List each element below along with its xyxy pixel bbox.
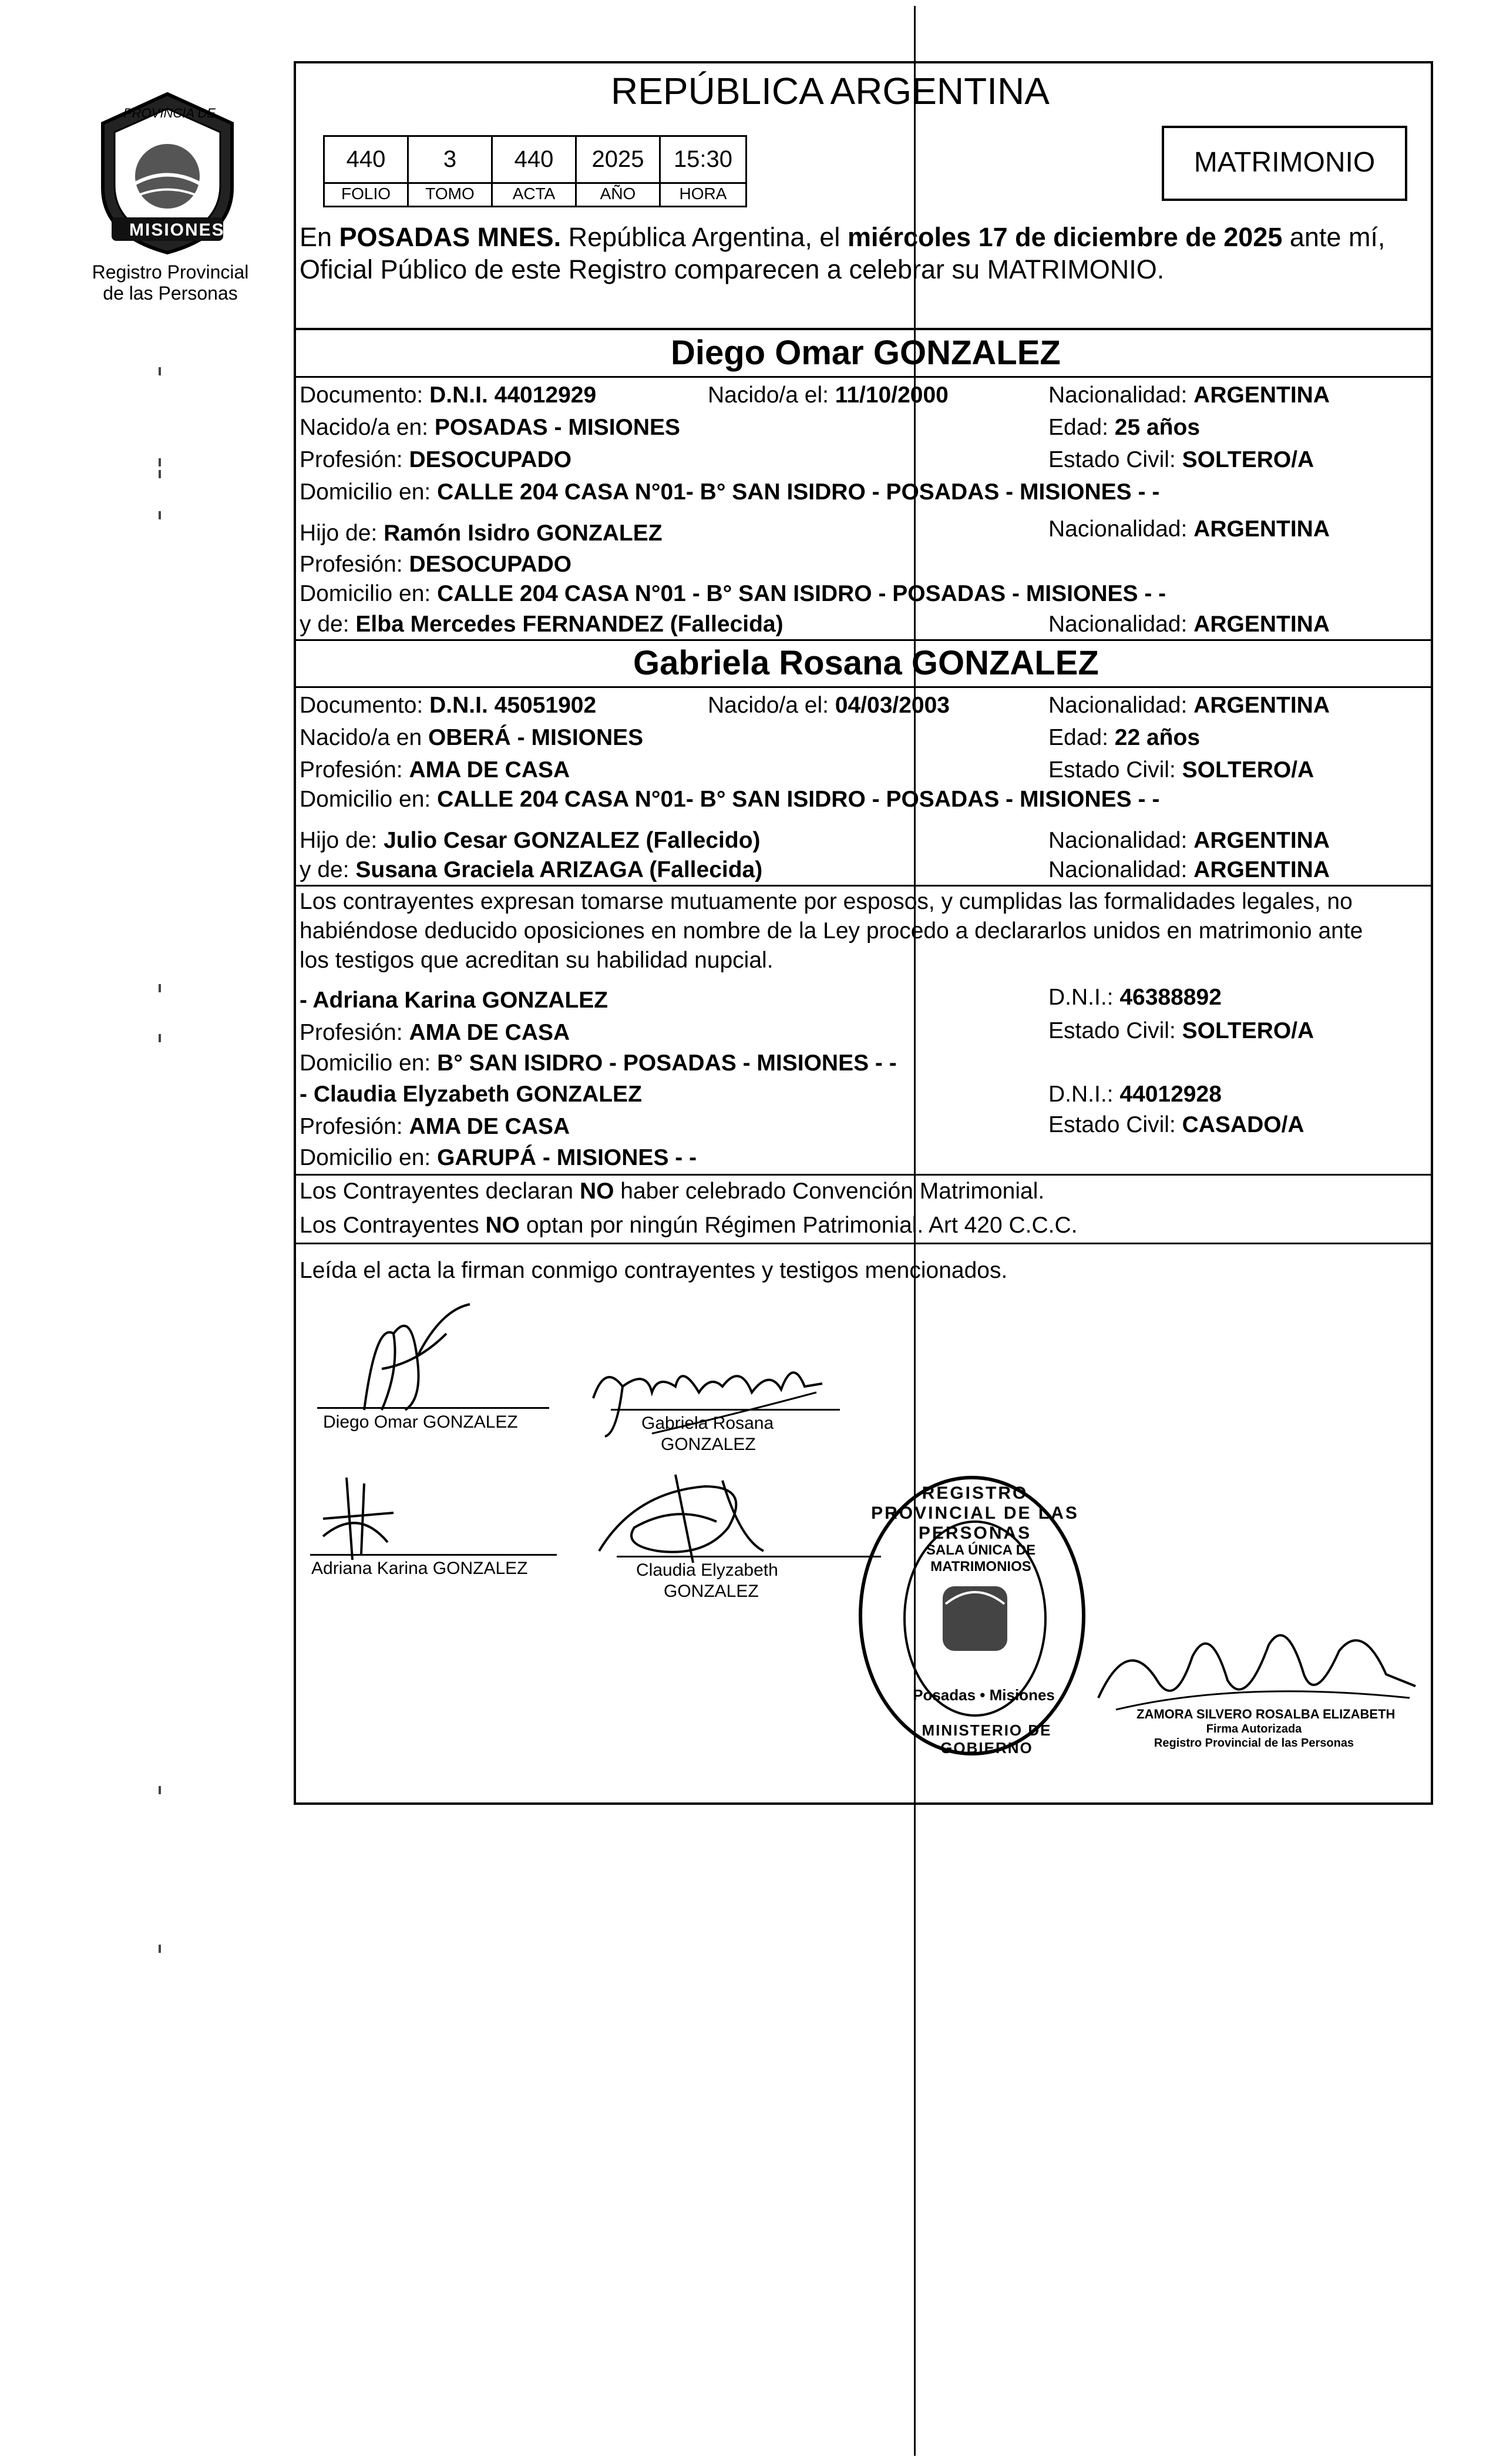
intro-place: POSADAS MNES. (339, 222, 561, 252)
declaration-line-1: Los contrayentes expresan tomarse mutuamente por esposos, y cumplidas las formalidades legales, no (300, 889, 1353, 914)
spouse1-father-profession: Profesión: DESOCUPADO (300, 552, 572, 577)
spouse2-father-nationality: Nacionalidad: ARGENTINA (1048, 828, 1330, 853)
witness2-civil-status: Estado Civil: CASADO/A (1048, 1112, 1304, 1137)
signature-3-line (310, 1554, 557, 1556)
spouse2-document: Documento: D.N.I. 45051902 (300, 693, 597, 718)
hour-label: HORA (659, 184, 747, 207)
spouse1-civil-status: Estado Civil: SOLTERO/A (1048, 447, 1314, 472)
registry-logo (88, 88, 247, 311)
signature-4-name-a: Claudia Elyzabeth (636, 1560, 778, 1580)
acta-label: ACTA (491, 184, 577, 207)
scan-mark (159, 984, 161, 992)
spouse1-document: Documento: D.N.I. 44012929 (300, 382, 597, 408)
witness2-name: - Claudia Elyzabeth GONZALEZ (300, 1082, 642, 1107)
intro-text-a: En (300, 222, 339, 252)
spouse2-birthplace: Nacido/a en OBERÁ - MISIONES (300, 725, 644, 750)
spouse2-nationality: Nacionalidad: ARGENTINA (1048, 693, 1330, 718)
emblem-bottom-text: MISIONES (129, 220, 225, 240)
spouse1-father-address: Domicilio en: CALLE 204 CASA N°01 - B° SAN ISIDRO - POSADAS - MISIONES - - (300, 581, 1166, 606)
spouse1-father: Hijo de: Ramón Isidro GONZALEZ (300, 521, 663, 546)
year-value: 2025 (575, 135, 661, 184)
seal-inner-text: SALA ÚNICA DE MATRIMONIOS (926, 1542, 1036, 1575)
seal-city-text: Posadas • Misiones (913, 1686, 1055, 1704)
spouse2-mother-nationality: Nacionalidad: ARGENTINA (1048, 857, 1330, 882)
witness1-profession: Profesión: AMA DE CASA (300, 1020, 570, 1045)
seal-bottom-text: MINISTERIO DE GOBIERNO (922, 1721, 1052, 1757)
spouse1-profession: Profesión: DESOCUPADO (300, 447, 572, 472)
tomo-value: 3 (407, 135, 493, 184)
spouse2-mother: y de: Susana Graciela ARIZAGA (Fallecida) (300, 857, 763, 882)
section-divider-regime (294, 1174, 1433, 1176)
intro-line-2: Oficial Público de este Registro comparecen a celebrar su MATRIMONIO. (300, 254, 1165, 284)
scan-mark (159, 1786, 161, 1794)
signature-1-name: Diego Omar GONZALEZ (323, 1412, 518, 1432)
document-title: REPÚBLICA ARGENTINA (611, 70, 1050, 112)
spouse1-birthdate: Nacido/a el: 11/10/2000 (708, 382, 949, 408)
signature-2-name-b: GONZALEZ (661, 1435, 756, 1454)
spouse1-father-nationality: Nacionalidad: ARGENTINA (1048, 516, 1330, 542)
folio-label: FOLIO (323, 184, 409, 207)
intro-text-c: ante mí, (1282, 222, 1386, 252)
spouse1-name-underline (294, 376, 1433, 378)
section-divider-spouse2 (294, 639, 1433, 641)
frame-bottom-border (294, 1802, 1433, 1805)
officer-title-2: Registro Provincial de las Personas (1154, 1737, 1354, 1750)
seal-outer-text: REGISTRO PROVINCIAL DE LAS PERSONAS (871, 1483, 1079, 1543)
spouse1-nationality: Nacionalidad: ARGENTINA (1048, 382, 1330, 408)
logo-caption-2: de las Personas (103, 283, 238, 304)
acta-value: 440 (491, 135, 577, 184)
intro-line-1 (300, 222, 1385, 253)
spouse2-father: Hijo de: Julio Cesar GONZALEZ (Fallecido) (300, 828, 761, 853)
record-type-box (1162, 126, 1407, 201)
scan-mark (159, 511, 161, 519)
officer-stamp (1137, 1707, 1396, 1750)
regime-line-1: Los Contrayentes declaran NO haber celebrado Convención Matrimonial. (300, 1179, 1045, 1204)
signature-4-name-b: GONZALEZ (664, 1582, 759, 1601)
spouse1-mother-nationality: Nacionalidad: ARGENTINA (1048, 612, 1330, 637)
section-divider-spouse1 (294, 328, 1433, 330)
spouse1-name: Diego Omar GONZALEZ (671, 334, 1061, 372)
tomo-label: TOMO (407, 184, 493, 207)
signature-1-line (317, 1407, 549, 1409)
signature-2-name-a: Gabriela Rosana (641, 1414, 774, 1433)
scan-mark (159, 367, 161, 375)
declaration-line-2: habiéndose deducido oposiciones en nombre de la Ley procedo a declararlos unidos en matrimonio ante (300, 918, 1363, 944)
witness1-address: Domicilio en: B° SAN ISIDRO - POSADAS - MISIONES - - (300, 1050, 897, 1076)
spouse1-age: Edad: 25 años (1048, 415, 1201, 440)
frame-top-border (294, 61, 1433, 63)
folio-value: 440 (323, 135, 409, 184)
scan-mark (159, 470, 161, 478)
intro-date: miércoles 17 de diciembre de 2025 (847, 222, 1283, 252)
scan-mark (159, 1945, 161, 1953)
emblem-top-text: PROVINCIA DE (123, 106, 216, 120)
record-type: MATRIMONIO (1193, 147, 1376, 178)
section-divider-closing (294, 1243, 1433, 1244)
spouse1-birthplace: Nacido/a en: POSADAS - MISIONES (300, 415, 681, 440)
spouse2-name: Gabriela Rosana GONZALEZ (633, 644, 1099, 682)
spouse2-civil-status: Estado Civil: SOLTERO/A (1048, 757, 1314, 783)
hour-value: 15:30 (659, 135, 747, 184)
signature-3-scribble (311, 1472, 405, 1566)
officer-name: ZAMORA SILVERO ROSALBA ELIZABETH (1137, 1707, 1396, 1721)
signature-4-line (617, 1556, 881, 1557)
spouse2-name-underline (294, 686, 1433, 688)
witness2-dni: D.N.I.: 44012928 (1048, 1082, 1222, 1107)
witness1-civil-status: Estado Civil: SOLTERO/A (1048, 1018, 1314, 1043)
intro-text-b: República Argentina, el (561, 222, 848, 252)
witness1-name: - Adriana Karina GONZALEZ (300, 988, 608, 1013)
closing-text: Leída el acta la firman conmigo contrayentes y testigos mencionados. (300, 1258, 1008, 1283)
spouse2-birthdate: Nacido/a el: 04/03/2003 (708, 693, 950, 718)
spouse1-address: Domicilio en: CALLE 204 CASA N°01- B° SAN ISIDRO - POSADAS - MISIONES - - (300, 479, 1160, 505)
witness2-profession: Profesión: AMA DE CASA (300, 1114, 570, 1139)
spouse2-profession: Profesión: AMA DE CASA (300, 757, 570, 783)
spouse2-age: Edad: 22 años (1048, 725, 1201, 750)
signature-3-name: Adriana Karina GONZALEZ (311, 1559, 528, 1578)
regime-line-2: Los Contrayentes NO optan por ningún Régimen Patrimonial. Art 420 C.C.C. (300, 1213, 1078, 1238)
year-label: AÑO (575, 184, 661, 207)
spouse1-mother: y de: Elba Mercedes FERNANDEZ (Fallecida) (300, 612, 784, 637)
witness2-address: Domicilio en: GARUPÁ - MISIONES - - (300, 1145, 697, 1170)
logo-caption-1: Registro Provincial (92, 261, 249, 283)
signature-1-scribble (329, 1298, 482, 1416)
scan-mark (159, 1034, 161, 1042)
declaration-line-3: los testigos que acreditan su habilidad nupcial. (300, 948, 774, 973)
signature-2-line (611, 1409, 840, 1411)
signature-4-scribble (587, 1469, 787, 1569)
officer-title-1: Firma Autorizada (1206, 1723, 1302, 1735)
section-divider-declaration (294, 885, 1433, 887)
spouse2-address: Domicilio en: CALLE 204 CASA N°01- B° SAN ISIDRO - POSADAS - MISIONES - - (300, 787, 1160, 812)
witness1-dni: D.N.I.: 46388892 (1048, 985, 1222, 1010)
scan-mark (159, 458, 161, 466)
